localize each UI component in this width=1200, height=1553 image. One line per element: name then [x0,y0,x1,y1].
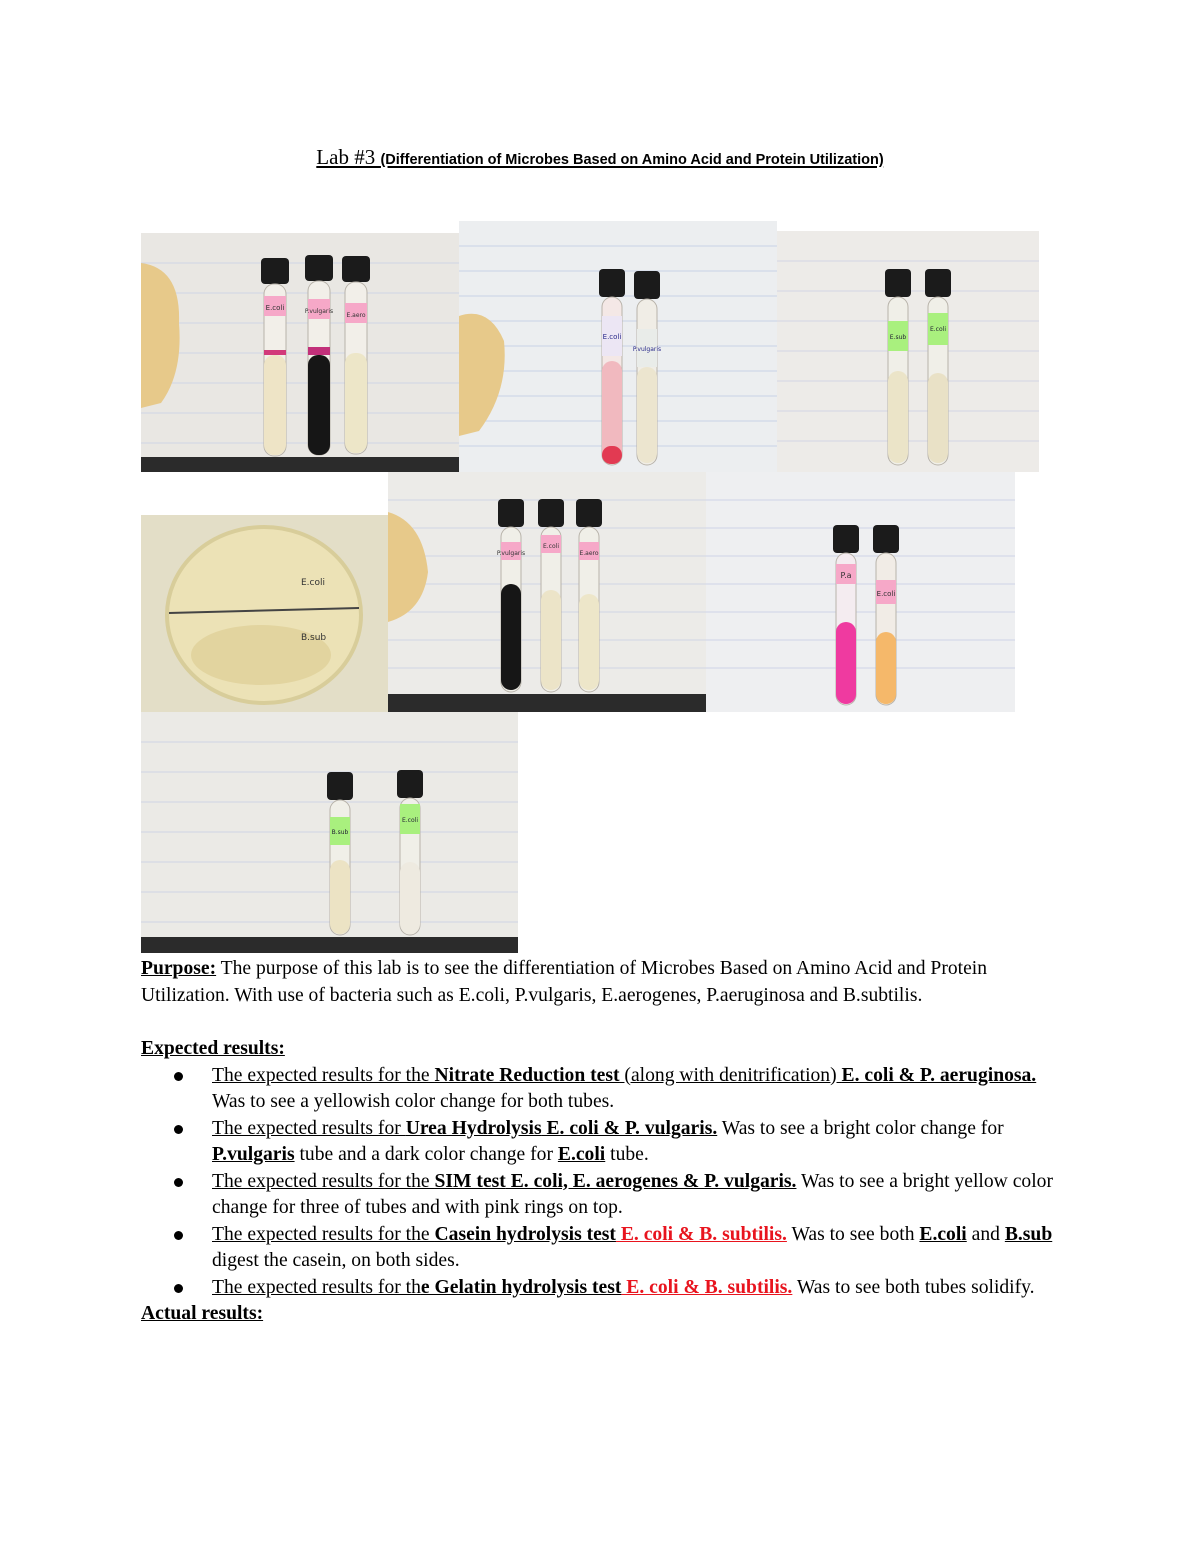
tube-label: P.vulgaris [496,550,526,557]
bullet-icon [174,1178,183,1187]
list-item: The expected results for Urea Hydrolysis E. coli & P. vulgaris. Was to see a bright color change for P.vulgaris tube and a dark color change for E.coli tube. [141,1116,1071,1169]
tube-label: E.coli [929,326,947,333]
photo-three-tubes-dark [388,472,706,712]
photo-urea-tubes [459,221,777,472]
tube-label: E.aero [346,312,366,319]
actual-results-heading: Actual results: [141,1303,264,1324]
purpose-text: The purpose of this lab is to see the differentiation of Microbes Based on Amino Acid and Protein Utilization. With use of bacteria such as E.coli, P.vulgaris, E.aerogenes, P.aeruginosa and B.subtilis. [141,958,988,1006]
photo-three-tubes-sim [141,233,459,472]
body-text [141,956,1071,1328]
purpose-paragraph [141,956,1071,1009]
expected-results-list [141,1063,1071,1302]
page-title: Lab #3 (Differentiation of Microbes Based on Amino Acid and Protein Utilization) [316,145,884,169]
photo-casein-plate [141,515,388,712]
photo-nitrate-tubes [777,231,1039,472]
purpose-label: Purpose: [141,958,217,979]
bullet-icon [174,1231,183,1240]
list-item: The expected results for the Gelatin hydrolysis test E. coli & B. subtilis. Was to see both tubes solidify. [141,1275,1071,1302]
bullet-icon [174,1125,183,1134]
photo-gelatin-tubes [141,712,518,953]
tube-label: E.coli [265,304,285,312]
tube-label: B.sub [331,829,349,836]
tube-label: E.coli [401,817,419,824]
list-item: The expected results for the Nitrate Reduction test (along with denitrification) E. coli & P. aeruginosa. Was to see a yellowish color change for both tubes. [141,1063,1071,1116]
plate-label: E.coli [301,578,326,588]
list-item: The expected results for the SIM test E. coli, E. aerogenes & P. vulgaris. Was to see a bright yellow color change for three of tubes and with pink rings on top. [141,1169,1071,1222]
tube-label: P.vulgaris [632,346,662,353]
expected-results-heading: Expected results: [141,1038,285,1059]
bullet-icon [174,1072,183,1081]
photo-pink-orange-tubes [706,472,1015,712]
list-item: The expected results for the Casein hydrolysis test E. coli & B. subtilis. Was to see both E.coli and B.sub digest the casein, on both sides. [141,1222,1071,1275]
plate-label: B.sub [301,633,327,643]
tube-label: E.sub [889,334,907,341]
tube-label: E.coli [542,543,560,550]
tube-label: E.aero [579,550,599,557]
tube-label: P.a [840,571,852,580]
tube-label: P.vulgaris [304,308,334,315]
tube-label: E.coli [876,590,896,598]
tube-label: E.coli [602,333,622,341]
bullet-icon [174,1284,183,1293]
